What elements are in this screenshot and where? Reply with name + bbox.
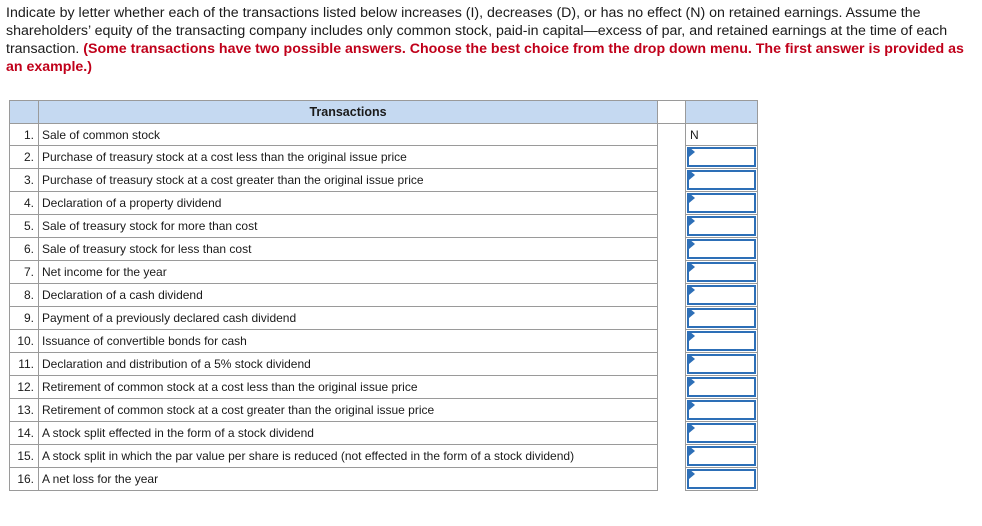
row-number: 11. [10, 353, 39, 376]
dropdown-indicator-icon [689, 469, 695, 479]
answer-dropdown[interactable] [687, 331, 756, 351]
header-answer-cell [686, 101, 758, 124]
transaction-description: A net loss for the year [39, 468, 658, 491]
answer-cell [686, 261, 758, 284]
answer-cell [686, 284, 758, 307]
row-number: 13. [10, 399, 39, 422]
table-row [10, 330, 758, 353]
transaction-description: Payment of a previously declared cash dividend [39, 307, 658, 330]
answer-example-cell [686, 124, 758, 146]
dropdown-indicator-icon [689, 239, 695, 249]
transaction-description: Retirement of common stock at a cost greater than the original issue price [39, 399, 658, 422]
row-number: 4. [10, 192, 39, 215]
answer-cell [686, 376, 758, 399]
answer-dropdown[interactable] [687, 400, 756, 420]
row-number: 7. [10, 261, 39, 284]
row-number: 6. [10, 238, 39, 261]
answer-dropdown[interactable] [687, 446, 756, 466]
row-gap-cell [658, 353, 686, 376]
transaction-description: Purchase of treasury stock at a cost greater than the original issue price [39, 169, 658, 192]
dropdown-indicator-icon [689, 400, 695, 410]
transactions-table [9, 100, 758, 491]
answer-cell [686, 330, 758, 353]
row-gap-cell [658, 399, 686, 422]
row-gap-cell [658, 376, 686, 399]
row-gap-cell [658, 422, 686, 445]
transaction-description: Purchase of treasury stock at a cost less than the original issue price [39, 146, 658, 169]
transaction-description: Issuance of convertible bonds for cash [39, 330, 658, 353]
answer-dropdown[interactable] [687, 469, 756, 489]
table-row [10, 169, 758, 192]
row-number: 14. [10, 422, 39, 445]
row-gap-cell [658, 468, 686, 491]
answer-dropdown[interactable] [687, 170, 756, 190]
transaction-description: Sale of treasury stock for less than cost [39, 238, 658, 261]
row-gap-cell [658, 307, 686, 330]
transaction-description: Sale of common stock [39, 124, 658, 146]
transaction-description: Declaration and distribution of a 5% stock dividend [39, 353, 658, 376]
dropdown-indicator-icon [689, 377, 695, 387]
answer-dropdown[interactable] [687, 239, 756, 259]
answer-dropdown[interactable] [687, 147, 756, 167]
transaction-description: A stock split effected in the form of a stock dividend [39, 422, 658, 445]
answer-dropdown[interactable] [687, 285, 756, 305]
row-number: 15. [10, 445, 39, 468]
dropdown-indicator-icon [689, 262, 695, 272]
table-row [10, 353, 758, 376]
row-gap-cell [658, 124, 686, 146]
dropdown-indicator-icon [689, 423, 695, 433]
dropdown-indicator-icon [689, 354, 695, 364]
table-row [10, 215, 758, 238]
answer-cell [686, 146, 758, 169]
table-row [10, 238, 758, 261]
answer-dropdown[interactable] [687, 423, 756, 443]
table-row [10, 261, 758, 284]
answer-cell [686, 399, 758, 422]
answer-cell [686, 422, 758, 445]
row-gap-cell [658, 330, 686, 353]
answer-cell [686, 215, 758, 238]
answer-cell [686, 192, 758, 215]
row-number: 16. [10, 468, 39, 491]
answer-cell [686, 468, 758, 491]
dropdown-indicator-icon [689, 170, 695, 180]
transaction-description: Sale of treasury stock for more than cost [39, 215, 658, 238]
row-gap-cell [658, 238, 686, 261]
instructions-emphasis: (Some transactions have two possible answers. Choose the best choice from the drop down menu. The first answer is provided as an example.) [6, 41, 964, 75]
row-gap-cell [658, 146, 686, 169]
transactions-header: Transactions [39, 101, 658, 124]
dropdown-indicator-icon [689, 285, 695, 295]
dropdown-indicator-icon [689, 216, 695, 226]
answer-dropdown[interactable] [687, 216, 756, 236]
table-row [10, 192, 758, 215]
row-gap-cell [658, 192, 686, 215]
dropdown-indicator-icon [689, 193, 695, 203]
answer-cell [686, 353, 758, 376]
row-number: 1. [10, 124, 39, 146]
answer-cell [686, 238, 758, 261]
instructions-text: Indicate by letter whether each of the transactions listed below increases (I), decreases (D), or has no effect (N) on retained earnings. Assume the shareholders’ equity of the transacting company includes only common stock, paid-in capital—excess of par, and retained earnings at the time of each transaction. [6, 5, 948, 57]
dropdown-indicator-icon [689, 147, 695, 157]
table-header-row [10, 101, 758, 124]
row-gap-cell [658, 261, 686, 284]
answer-dropdown[interactable] [687, 262, 756, 282]
row-number: 2. [10, 146, 39, 169]
row-number: 5. [10, 215, 39, 238]
header-gap-cell [658, 101, 686, 124]
row-number: 10. [10, 330, 39, 353]
dropdown-indicator-icon [689, 446, 695, 456]
table-row [10, 468, 758, 491]
row-gap-cell [658, 215, 686, 238]
table-row [10, 307, 758, 330]
table-row [10, 146, 758, 169]
header-num-cell [10, 101, 39, 124]
answer-dropdown[interactable] [687, 308, 756, 328]
table-row [10, 284, 758, 307]
dropdown-indicator-icon [689, 331, 695, 341]
row-gap-cell [658, 284, 686, 307]
row-number: 9. [10, 307, 39, 330]
table-row [10, 376, 758, 399]
transaction-description: Net income for the year [39, 261, 658, 284]
answer-cell [686, 445, 758, 468]
answer-cell [686, 169, 758, 192]
table-row [10, 422, 758, 445]
table-row [10, 399, 758, 422]
dropdown-indicator-icon [689, 308, 695, 318]
row-number: 12. [10, 376, 39, 399]
transaction-description: Declaration of a property dividend [39, 192, 658, 215]
row-number: 3. [10, 169, 39, 192]
answer-dropdown[interactable] [687, 377, 756, 397]
transaction-description: Retirement of common stock at a cost less than the original issue price [39, 376, 658, 399]
transaction-description: A stock split in which the par value per share is reduced (not effected in the form of a stock dividend) [39, 445, 658, 468]
table-row [10, 445, 758, 468]
transaction-description: Declaration of a cash dividend [39, 284, 658, 307]
row-gap-cell [658, 445, 686, 468]
answer-cell [686, 307, 758, 330]
transactions-body [10, 124, 758, 491]
instructions [6, 4, 966, 76]
answer-dropdown[interactable] [687, 354, 756, 374]
table-row [10, 124, 758, 146]
row-gap-cell [658, 169, 686, 192]
answer-example-value: N [690, 127, 699, 142]
answer-dropdown[interactable] [687, 193, 756, 213]
row-number: 8. [10, 284, 39, 307]
